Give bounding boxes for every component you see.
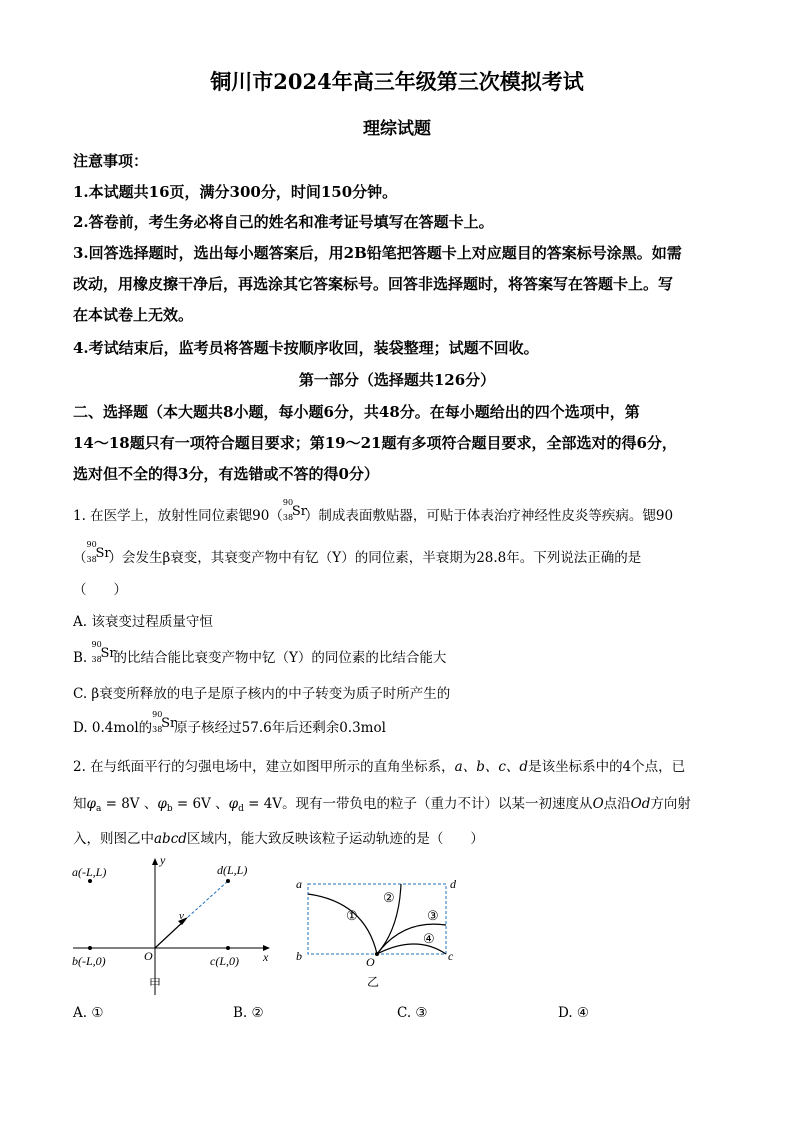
label-a: a(-L,L): [72, 865, 107, 879]
figure-jia-caption: 甲: [149, 977, 162, 991]
q1-option-d: D. 0.4mol的 90 38 Sr 原子核经过57.6年后还剩余0.3mol: [73, 710, 386, 736]
sr90-isotope: 90 38 Sr: [86, 540, 111, 564]
q2-option-a: A. ①: [73, 1005, 104, 1021]
part-heading: 第一部分（选择题共126分）: [298, 371, 496, 389]
point-b: [88, 946, 92, 950]
exam-subtitle: 理综试题: [363, 119, 431, 139]
q2-stem-line1: 2. 在与纸面平行的匀强电场中，建立如图甲所示的直角坐标系，a、b、c、d是该坐标系中的4个点，已: [73, 759, 686, 775]
point-d: [226, 879, 230, 883]
y-axis-arrow: [152, 858, 158, 865]
label-c: c(L,0): [210, 954, 239, 968]
trajectory-label-2: ②: [383, 890, 395, 905]
point-a: [88, 879, 92, 883]
q2-stem-line3: 入，则图乙中abcd区域内，能大致反映该粒子运动轨迹的是（ ）: [73, 831, 484, 847]
section-instr-1: 二、选择题（本大题共8小题，每小题6分，共48分。在每小题给出的四个选项中，第: [73, 403, 640, 421]
q1-option-a: A. 该衰变过程质量守恒: [73, 614, 213, 630]
q1-answer-blank: （ ）: [73, 582, 127, 598]
notice-item-2: 2.答卷前，考生务必将自己的姓名和准考证号填写在答题卡上。: [73, 213, 494, 231]
exam-title: 铜川市2024年高三年级第三次模拟考试: [210, 69, 584, 94]
point-origin: [375, 952, 379, 956]
figure-yi: [290, 868, 480, 996]
section-instr-2: 14～18题只有一项符合题目要求；第19～21题有多项符合题目要求，全部选对的得6分，: [73, 434, 677, 452]
q2-option-c: C. ③: [397, 1005, 428, 1021]
sr90-isotope: 90 38 Sr: [152, 710, 177, 734]
label-origin: O: [366, 955, 375, 969]
sr90-isotope: 90 38 Sr: [282, 498, 307, 522]
notice-item-1: 1.本试题共16页，满分300分，时间150分钟。: [73, 183, 398, 201]
figure-jia: [60, 850, 290, 1000]
q1-stem-line2: （ 90 38 Sr ）会发生β衰变，其衰变产物中有钇（Y）的同位素，半衰期为28.8年。下列说法正确的是: [73, 540, 642, 566]
q2-option-d: D. ④: [558, 1005, 590, 1021]
sr90-isotope: 90 38 Sr: [91, 640, 116, 664]
label-b: b(-L,0): [72, 954, 106, 968]
label-a: a: [296, 877, 302, 891]
q1-stem-line1: 1. 在医学上，放射性同位素锶90（ 90 38 Sr ）制成表面敷贴器，可贴于体表治疗神经性皮炎等疾病。锶90: [73, 498, 674, 524]
q1-option-c: C. β衰变所释放的电子是原子核内的中子转变为质子时所产生的: [73, 686, 451, 702]
label-d: d: [450, 877, 456, 891]
velocity-vector: [155, 920, 185, 948]
notice-item-3-cont: 改动，用橡皮擦干净后，再选涂其它答案标号。回答非选择题时，将答案写在答题卡上。写: [73, 275, 674, 293]
q2-option-b: B. ②: [233, 1005, 264, 1021]
notice-heading: 注意事项：: [73, 152, 149, 170]
point-c: [226, 946, 230, 950]
notice-item-3: 3.回答选择题时，选出每小题答案后，用2B铅笔把答题卡上对应题目的答案标号涂黑。如需: [73, 244, 682, 262]
label-v: v: [179, 910, 184, 922]
q1-option-b: B. 90 38 Sr 的比结合能比衰变产物中钇（Y）的同位素的比结合能大: [73, 640, 447, 666]
od-dashed-line: [188, 881, 228, 917]
trajectory-4: [377, 944, 446, 954]
trajectory-label-4: ④: [423, 931, 435, 946]
trajectory-1: [308, 894, 377, 954]
label-b: b: [296, 949, 302, 963]
label-d: d(L,L): [217, 863, 248, 877]
trajectory-label-3: ③: [427, 908, 439, 923]
notice-item-3-end: 在本试卷上无效。: [73, 306, 194, 324]
label-origin: O: [144, 949, 153, 963]
figure-yi-caption: 乙: [367, 975, 380, 989]
notice-item-4: 4.考试结束后，监考员将答题卡按顺序收回，装袋整理；试题不回收。: [73, 339, 539, 357]
label-y: y: [160, 853, 166, 867]
q2-stem-line2: 知$\varphi_a = 8V$ 、$\varphi_b = 6V$ 、$\varphi_d = 4V$。现有一带负电的粒子（重力不计）以某一初速度从O点沿Od方向射: [73, 796, 691, 814]
section-instr-3: 选对但不全的得3分，有选错或不答的得0分）: [73, 465, 379, 483]
trajectory-label-1: ①: [346, 908, 358, 923]
label-c: c: [448, 949, 454, 963]
label-x: x: [263, 950, 269, 964]
